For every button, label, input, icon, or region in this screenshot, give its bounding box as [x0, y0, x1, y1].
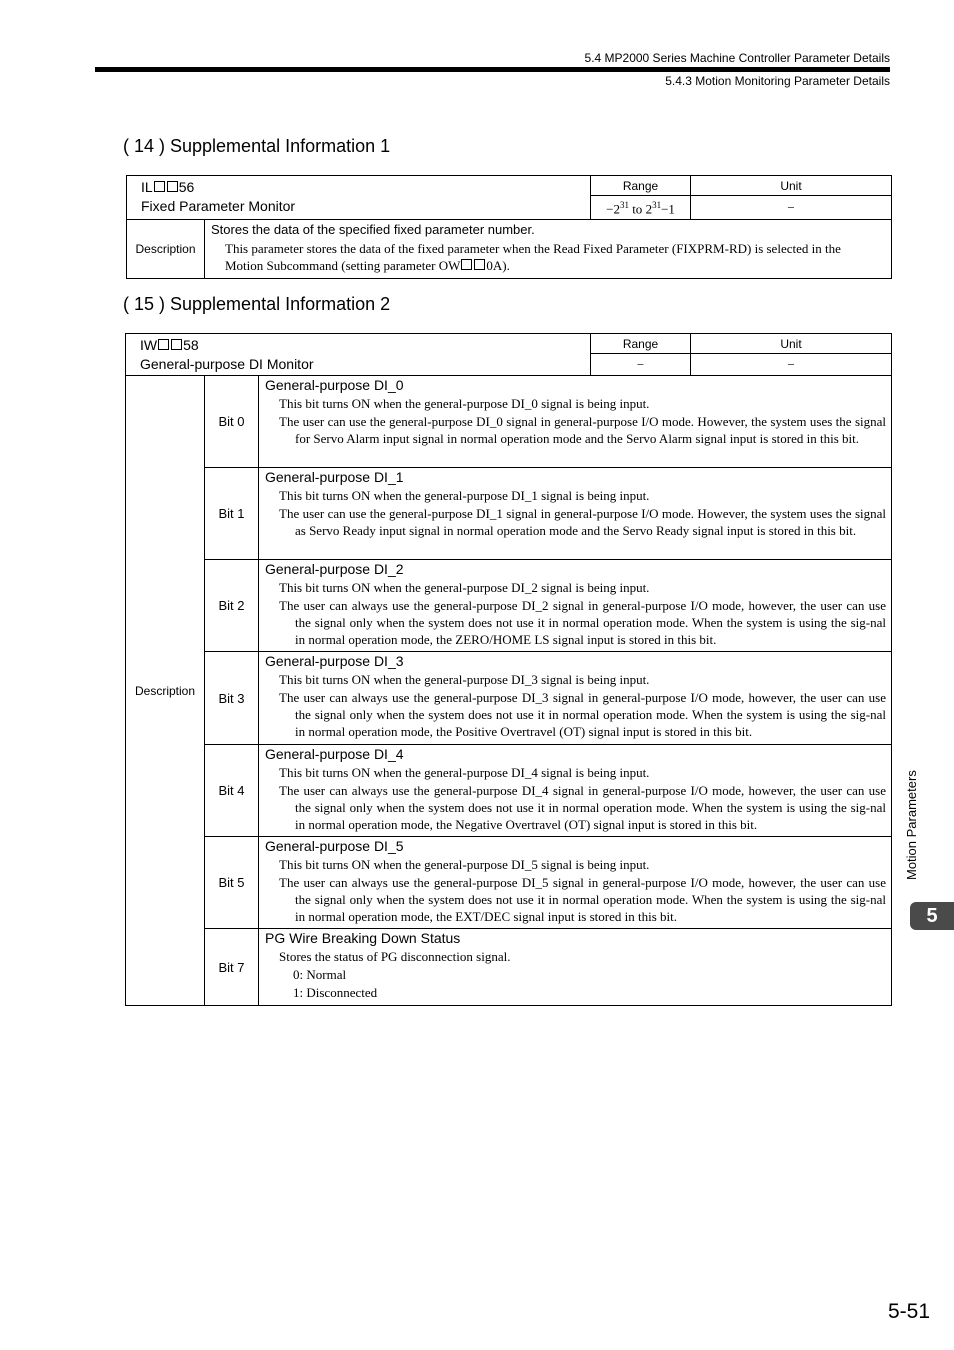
- bit-label: Bit 7: [205, 929, 259, 1006]
- placeholder-square-icon: [154, 181, 165, 192]
- bit-body: This bit turns ON when the general-purpose DI_5 signal is being input. The user can always use the general-purpose DI_5 signal in general-purpose I/O mode, however, the user can use the signal only when the system does not use it in normal operation mode. When the system is using the sig-nal in normal operation mode, the EXT/DEC signal input is stored in this bit.: [279, 857, 886, 924]
- placeholder-square-icon: [461, 259, 472, 270]
- bit-body: This bit turns ON when the general-purpose DI_4 signal is being input. The user can always use the general-purpose DI_4 signal in general-purpose I/O mode, however, the user can use the signal only when the system does not use it in normal operation mode. When the system is using the sig-nal in normal operation mode, the Negative Overtravel (OT) signal input is stored in this bit.: [279, 765, 886, 832]
- bit-label: Bit 3: [205, 652, 259, 745]
- bit-title: General-purpose DI_2: [265, 561, 404, 577]
- register-name: Fixed Parameter Monitor: [141, 198, 296, 214]
- placeholder-square-icon: [171, 339, 182, 350]
- bit-body: This bit turns ON when the general-purpose DI_3 signal is being input. The user can always use the general-purpose DI_3 signal in general-purpose I/O mode, however, the user can use the signal only when the system does not use it in normal operation mode. When the system is using the sig-nal in normal operation mode, the Positive Overtravel (OT) signal input is stored in this bit.: [279, 672, 886, 739]
- placeholder-square-icon: [474, 259, 485, 270]
- bit-title: General-purpose DI_1: [265, 469, 404, 485]
- description-cell: [205, 220, 892, 279]
- register-name: General-purpose DI Monitor: [140, 356, 314, 372]
- header-subsection-title: 5.4.3 Motion Monitoring Parameter Details: [665, 74, 890, 88]
- bit-body: This bit turns ON when the general-purpose DI_1 signal is being input. The user can use the general-purpose DI_1 signal in general-purpose I/O mode. However, the system uses the signal as Servo Ready input signal in normal operation mode and the Servo Ready signal input is stored in this bit.: [279, 488, 886, 538]
- bit-body: Stores the status of PG disconnection signal. 0: Normal 1: Disconnected: [259, 948, 891, 1002]
- description-label: Description: [127, 220, 205, 279]
- range-value: $-2^{31}$ to $2^{31}-1$: [591, 196, 691, 220]
- register-id: IW 58: [140, 337, 199, 353]
- bit-description: [259, 468, 892, 560]
- unit-header: Unit: [691, 334, 892, 354]
- bit-label: Bit 0: [205, 376, 259, 468]
- description-label: Description: [126, 376, 205, 1006]
- bit-label: Bit 5: [205, 837, 259, 929]
- placeholder-square-icon: [167, 181, 178, 192]
- bit-title: PG Wire Breaking Down Status: [265, 930, 461, 946]
- header-section-title: 5.4 MP2000 Series Machine Controller Parameter Details: [584, 51, 890, 65]
- unit-value: −: [691, 196, 892, 220]
- bit-description: [259, 929, 892, 1006]
- bit-description: [259, 652, 892, 745]
- bit-label: Bit 1: [205, 468, 259, 560]
- bit-label: Bit 2: [205, 560, 259, 652]
- placeholder-square-icon: [158, 339, 169, 350]
- status-option: 1: Disconnected: [293, 985, 378, 1000]
- header-rule: [95, 67, 890, 72]
- bit-body: This bit turns ON when the general-purpose DI_2 signal is being input. The user can always use the general-purpose DI_2 signal in general-purpose I/O mode, however, the user can use the signal only when the system does not use it in normal operation mode. When the system is using the sig-nal in normal operation mode, the ZERO/HOME LS signal input is stored in this bit.: [279, 580, 886, 647]
- section-heading-15: ( 15 ) Supplemental Information 2: [123, 294, 391, 314]
- register-cell: [126, 334, 591, 376]
- range-value: −: [591, 354, 691, 376]
- unit-value: −: [691, 354, 892, 376]
- bit-body: This bit turns ON when the general-purpose DI_0 signal is being input. The user can use the general-purpose DI_0 signal in general-purpose I/O mode. However, the system uses the signal for Servo Alarm input signal in normal operation mode and the Servo Alarm signal input is stored in this bit.: [279, 396, 886, 446]
- register-id: IL 56: [141, 179, 195, 195]
- bit-description: [259, 376, 892, 468]
- range-header: Range: [591, 334, 691, 354]
- description-title: Stores the data of the specified fixed parameter number.: [211, 222, 535, 237]
- parameter-table-il56: [126, 175, 892, 279]
- chapter-tab: 5: [910, 902, 954, 930]
- description-body: This parameter stores the data of the fixed parameter when the Read Fixed Parameter (FIXPRM-RD) is selected in the Motion Subcommand (setting parameter OW 0A).: [225, 241, 841, 273]
- bit-label: Bit 4: [205, 745, 259, 837]
- chapter-side-label: Motion Parameters: [904, 770, 919, 880]
- bit-title: General-purpose DI_0: [265, 377, 404, 393]
- bit-title: General-purpose DI_5: [265, 838, 404, 854]
- bit-title: General-purpose DI_3: [265, 653, 404, 669]
- bit-description: [259, 837, 892, 929]
- range-header: Range: [591, 176, 691, 196]
- unit-header: Unit: [691, 176, 892, 196]
- parameter-table-iw58: [125, 333, 892, 1006]
- section-heading-14: ( 14 ) Supplemental Information 1: [123, 136, 391, 156]
- register-cell: [127, 176, 591, 220]
- bit-title: General-purpose DI_4: [265, 746, 404, 762]
- page-number: 5-51: [887, 1300, 930, 1323]
- bit-description: [259, 745, 892, 837]
- status-option: 0: Normal: [293, 967, 347, 982]
- bit-description: [259, 560, 892, 652]
